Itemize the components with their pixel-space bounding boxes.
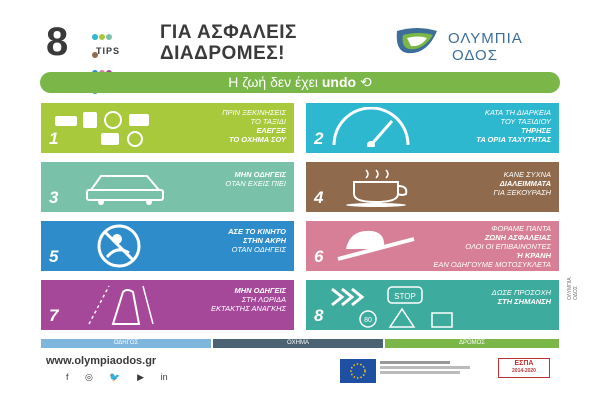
tip-text <box>228 227 286 254</box>
title-line2: ΔΙΑΔΡΟΜΕΣ! <box>160 43 285 64</box>
website-link[interactable]: www.olympiaodos.gr <box>46 355 157 367</box>
facebook-icon[interactable]: f <box>66 372 69 382</box>
tip-bold: ΜΗΝ ΟΔΗΓΕΙΣ <box>234 286 286 295</box>
tip-panel-4 <box>306 162 559 212</box>
tip-bold: ΤΑ ΟΡΙΑ ΤΑΧΥΤΗΤΑΣ <box>476 135 551 144</box>
twitter-icon[interactable]: 🐦 <box>109 372 121 382</box>
tip-number: 2 <box>314 129 324 148</box>
car-icon <box>81 170 171 206</box>
tip-bold: ΖΩΝΗ ΑΣΦΑΛΕΙΑΣ <box>484 233 551 242</box>
tip-bold: ΜΗΝ ΟΔΗΓΕΙΣ <box>234 170 286 179</box>
tip-line: ΔΩΣΕ ΠΡΟΣΟΧΗ <box>491 288 551 297</box>
instagram-icon[interactable]: ◎ <box>85 372 93 382</box>
slogan-banner <box>40 72 560 93</box>
espa-logo <box>498 358 550 378</box>
undo-icon: ⟲ <box>359 74 372 90</box>
tip-line: ΤΟΥ ΤΑΞΙΔΙΟΥ <box>500 117 551 126</box>
eu-funding-text <box>380 361 490 374</box>
no-phone-icon <box>89 223 149 269</box>
tip-panel-8 <box>306 280 559 330</box>
tip-line: ΕΑΝ ΟΔΗΓΟΥΜΕ ΜΟΤΟΣΥΚΛΕΤΑ <box>433 260 551 269</box>
tip-line: ΕΚΤΑΚΤΗΣ ΑΝΑΓΚΗΣ <box>211 304 286 313</box>
tip-line: ΤΟ ΤΑΞΙΔΙ <box>250 117 286 126</box>
tip-line: ΚΑΝΕ ΣΥΧΝΑ <box>503 170 551 179</box>
tip-panel-1 <box>41 103 294 153</box>
tip-bold: ΑΣΕ ΤΟ ΚΙΝΗΤΟ <box>228 227 286 236</box>
tip-line: ΣΤΗ ΛΩΡΙΔΑ <box>241 295 286 304</box>
legend-road: ΔΡΟΜΟΣ <box>385 339 559 348</box>
svg-text:80: 80 <box>364 317 372 324</box>
tip-number: 7 <box>49 306 59 325</box>
car-check-icon <box>53 108 163 132</box>
tip-panel-6 <box>306 221 559 271</box>
tip-bold: ΣΤΗΝ ΑΚΡΗ <box>243 236 286 245</box>
tip-line: ΦΟΡΑΜΕ ΠΑΝΤΑ <box>491 224 551 233</box>
social-icons <box>66 372 182 383</box>
tip-line: ΟΤΑΝ ΕΧΕΙΣ ΠΙΕΙ <box>225 179 286 188</box>
speedometer-icon <box>326 107 416 147</box>
category-legend <box>41 339 559 348</box>
olympia-odos-logo <box>393 25 441 57</box>
legend-vehicle: ΟΧΗΜΑ <box>213 339 383 348</box>
tip-bold: ΔΙΑΛΕΙΜΜΑΤΑ <box>499 179 551 188</box>
tip-panel-3 <box>41 162 294 212</box>
side-code: ΟΛΥΜΠΙΑ ΟΔΟΣ <box>567 277 579 300</box>
tip-text <box>225 170 286 188</box>
tips-count: 8 <box>46 20 69 64</box>
tip-bold: Ή ΚΡΑΝΗ <box>516 251 551 260</box>
tip-text <box>433 224 551 269</box>
youtube-icon[interactable]: ▶ <box>137 372 145 382</box>
espa-label: ΕΣΠΑ <box>514 360 534 367</box>
tip-text <box>494 170 551 197</box>
tip-line: ΠΡΙΝ ΞΕΚΙΝΗΣΕΙΣ <box>222 108 286 117</box>
tip-panel-5 <box>41 221 294 271</box>
tip-text <box>476 108 551 144</box>
page-title <box>160 22 297 64</box>
logo-text <box>448 30 523 64</box>
tip-bold: ΤΟ ΟΧΗΜΑ ΣΟΥ <box>228 135 286 144</box>
slogan-undo: undo <box>321 74 357 90</box>
tip-panel-7 <box>41 280 294 330</box>
tip-text <box>211 286 286 313</box>
logo-line1: ΟΛΥΜΠΙΑ <box>448 30 523 47</box>
tip-line: ΚΑΤΑ ΤΗ ΔΙΑΡΚΕΙΑ <box>484 108 551 117</box>
tire-icon <box>101 131 161 147</box>
tip-bold: ΕΛΕΓΞΕ <box>256 126 286 135</box>
tip-line: ΓΙΑ ΞΕΚΟΥΡΑΣΗ <box>493 188 551 197</box>
tip-number: 5 <box>49 247 59 266</box>
tip-number: 8 <box>314 306 324 325</box>
linkedin-icon[interactable]: in <box>160 372 168 382</box>
tip-panel-2 <box>306 103 559 153</box>
title-line1: ΓΙΑ ΑΣΦΑΛΕΙΣ <box>160 22 297 43</box>
tip-bold: ΤΗΡΗΣΕ <box>521 126 551 135</box>
tip-line: ΟΤΑΝ ΟΔΗΓΕΙΣ <box>231 245 286 254</box>
tip-number: 1 <box>49 129 59 148</box>
tip-number: 4 <box>314 188 324 207</box>
seatbelt-helmet-icon <box>336 225 416 269</box>
road-signs-icon <box>328 283 478 329</box>
tip-bold: ΣΤΗ ΣΗΜΑΝΣΗ <box>497 297 551 306</box>
tip-text <box>492 288 551 306</box>
tip-number: 3 <box>49 188 59 207</box>
slogan-text: Η ζωή δεν έχει <box>228 74 318 90</box>
car-top-icon <box>81 284 161 328</box>
svg-text:STOP: STOP <box>394 292 416 301</box>
tip-text <box>222 108 286 144</box>
legend-driver: ΟΔΗΓΟΣ <box>41 339 211 348</box>
tips-label: TIPS <box>96 46 121 56</box>
eu-flag-icon <box>340 359 376 383</box>
tip-number: 6 <box>314 247 324 266</box>
coffee-cup-icon <box>336 166 426 208</box>
tip-line: ΟΛΟΙ ΟΙ ΕΠΙΒΑΙΝΟΝΤΕΣ <box>465 242 551 251</box>
espa-years: 2014-2020 <box>512 368 536 374</box>
logo-line2: ΟΔΟΣ <box>452 47 498 64</box>
